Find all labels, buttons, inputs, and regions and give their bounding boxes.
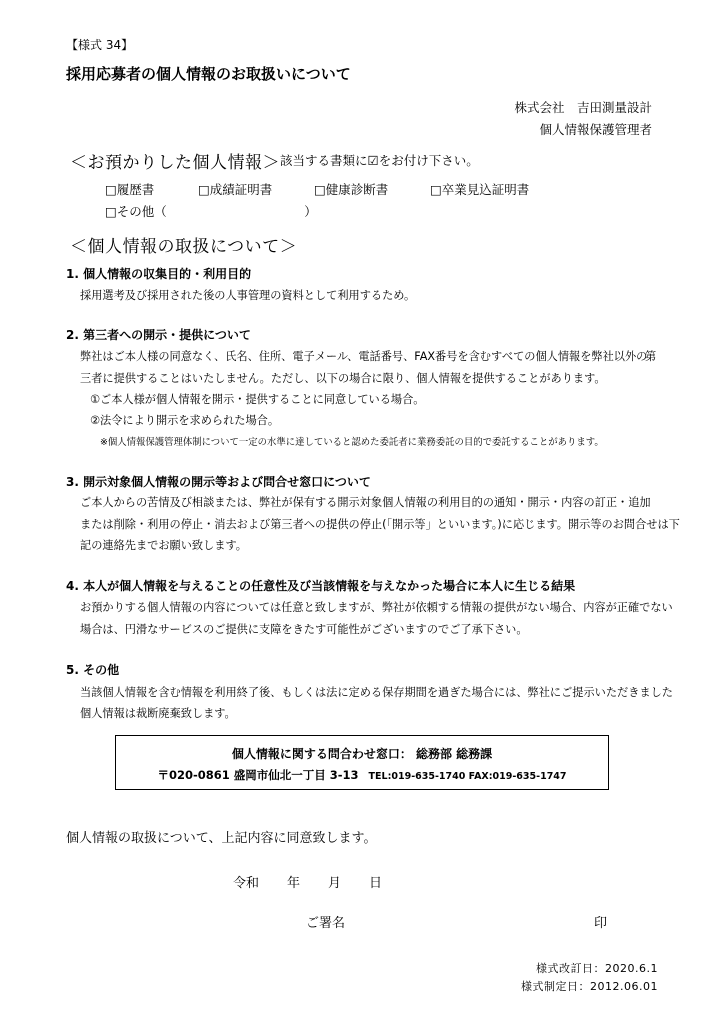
- item2-text-line2: 三者に提供することはいたしません。ただし、以下の場合に限り、個人情報を提供することがあります。: [80, 372, 606, 385]
- item5-text-line2: 個人情報は裁断廃棄致します。: [80, 707, 236, 720]
- item2-text-line1: 弊社はご本人様の同意なく、氏名、住所、電子メール、電話番号、FAX番号を含むすべての個人情報を弊社以外の: [80, 350, 648, 363]
- item4-heading: 4. 本人が個人情報を与えることの任意性及び当該情報を与えなかった場合に本人に生じる結果: [66, 579, 576, 593]
- agreement-statement: 個人情報の取扱について、上記内容に同意致します。: [66, 831, 377, 846]
- form-number: 【様式 34】: [66, 38, 134, 52]
- contact-title: 個人情報に関する問合わせ窓口： 総務部 総務課: [231, 747, 493, 761]
- checkbox-instruction: 該当する書類に☑をお付け下さい。: [280, 153, 479, 168]
- date-year-label: 年: [287, 876, 301, 891]
- item5-heading: 5. その他: [66, 663, 120, 677]
- item2-heading: 2. 第三者への開示・提供について: [66, 328, 251, 342]
- date-day-label: 日: [369, 876, 383, 891]
- checkbox-other[interactable]: □その他（ ）: [105, 204, 317, 219]
- handling-heading: ＜個人情報の取扱について＞: [70, 237, 298, 257]
- established-date: 様式制定日：2012.06.01: [521, 980, 658, 993]
- item2-case2: ②法令により開示を求められた場合。: [90, 414, 280, 427]
- seal-mark: 印: [594, 916, 608, 931]
- date-era: 令和: [233, 876, 260, 891]
- checkbox-transcript[interactable]: □成績証明書: [198, 182, 273, 197]
- item4-text-line1: お預かりする個人情報の内容については任意と致しますが、弊社が依頼する情報の提供がない場合、内容が正確でない: [80, 601, 673, 614]
- date-month-label: 月: [328, 876, 342, 891]
- item3-text-line1: ご本人からの苦情及び相談または、弊社が保有する開示対象個人情報の利用目的の通知・開示・内容の訂正・追加: [80, 496, 651, 509]
- contact-address-line: [116, 767, 608, 783]
- item5-text-line1: 当該個人情報を含む情報を利用終了後、もしくは法に定める保存期間を過ぎた場合には、弊社にご提示いただきました: [80, 686, 673, 699]
- checkbox-resume[interactable]: □履歴書: [105, 182, 155, 197]
- item2-text-line1-tail: 第: [645, 350, 657, 363]
- document-title: 採用応募者の個人情報のお取扱いについて: [66, 65, 351, 83]
- item1-text: 採用選考及び採用された後の人事管理の資料として利用するため。: [80, 289, 416, 302]
- contact-box: [115, 735, 609, 790]
- item3-text-line3: 記の連絡先までお願い致します。: [80, 539, 247, 552]
- date-line[interactable]: [233, 872, 382, 891]
- item3-heading: 3. 開示対象個人情報の開示等および問合せ窓口について: [66, 475, 371, 489]
- revision-date: 様式改訂日：2020.6.1: [536, 962, 658, 975]
- checkbox-graduation-certificate[interactable]: □卒業見込証明書: [430, 182, 530, 197]
- item1-heading: 1. 個人情報の収集目的・利用目的: [66, 267, 252, 281]
- item2-note: ※個人情報保護管理体制について一定の水準に達していると認めた委託者に業務委託の目的で委託することがあります。: [100, 437, 604, 448]
- contact-address: 〒020-0861 盛岡市仙北一丁目 3-13: [157, 768, 359, 782]
- item4-text-line2: 場合は、円滑なサービスのご提供に支障をきたす可能性がございますのでご了承下さい。: [80, 623, 528, 636]
- checkbox-health-certificate[interactable]: □健康診断書: [314, 182, 389, 197]
- privacy-manager-label: 個人情報保護管理者: [539, 122, 652, 137]
- contact-phones: TEL:019-635-1740 FAX:019-635-1747: [368, 771, 567, 782]
- item3-text-line2: または削除・利用の停止・消去および第三者への提供の停止(「開示等」といいます。)に応じます。開示等のお問合せは下: [80, 518, 680, 531]
- received-info-heading: ＜お預かりした個人情報＞: [70, 153, 280, 173]
- signature-label[interactable]: ご署名: [306, 916, 346, 931]
- company-name: 株式会社 吉田測量設計: [514, 100, 652, 115]
- item2-case1: ①ご本人様が個人情報を開示・提供することに同意している場合。: [90, 393, 425, 406]
